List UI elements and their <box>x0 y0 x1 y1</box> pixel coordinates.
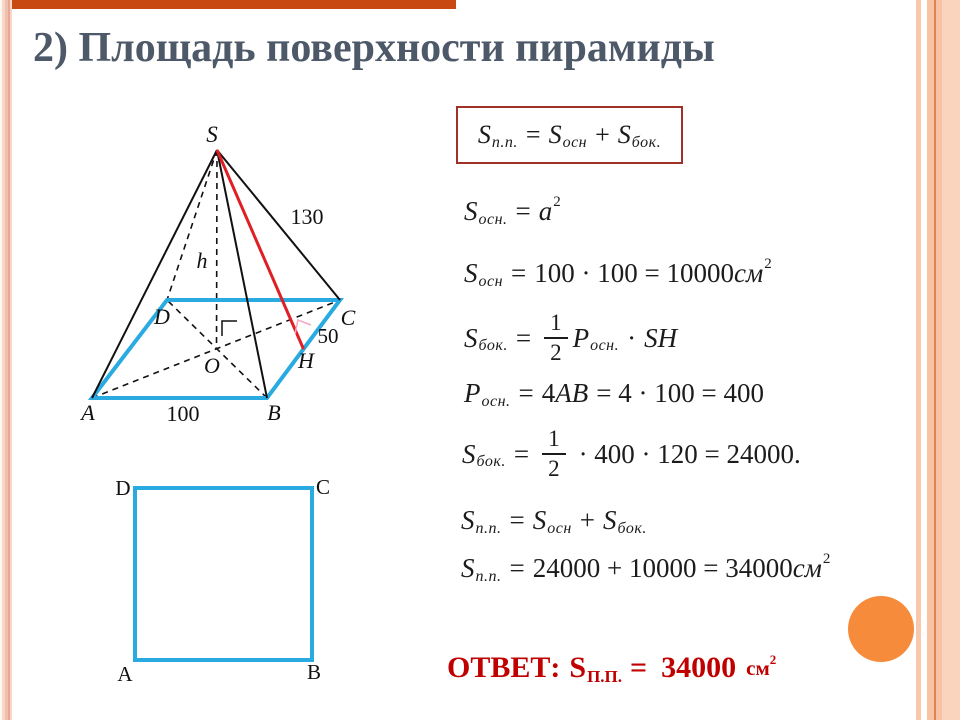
square-label-b: B <box>306 660 322 684</box>
diagonal-bd <box>167 300 267 398</box>
math-sub: осн. <box>478 210 508 228</box>
formula-total-surface-boxed <box>456 106 683 164</box>
formula-lateral-area-value <box>462 424 801 484</box>
length-label-half: 50 <box>317 324 339 348</box>
math-var: SH <box>644 322 678 353</box>
answer-symbol-sub: П.П. <box>587 667 623 686</box>
math-sup: 2 <box>822 551 831 567</box>
math-op: + <box>579 505 596 535</box>
math-op: = <box>509 553 525 583</box>
vertex-label-s: S <box>206 122 218 147</box>
math-var: S <box>464 258 478 288</box>
fraction-numerator: 1 <box>544 310 568 339</box>
formula-total-surface-value <box>461 553 830 584</box>
math-sub: осн. <box>590 337 620 354</box>
formula-base-area-value <box>464 258 772 289</box>
math-sub: осн <box>562 134 588 151</box>
answer-equals: = <box>630 651 648 684</box>
math-sub: осн. <box>481 392 511 410</box>
math-expr: 100 · 100 = 10000 <box>534 258 734 288</box>
decorative-circle <box>848 596 914 662</box>
formula-total-surface-repeat <box>461 505 647 536</box>
top-accent-bar <box>0 0 456 9</box>
height-label-h: h <box>196 248 208 273</box>
math-sub: бок. <box>476 453 506 470</box>
edge-sb <box>217 150 267 398</box>
math-sub: бок. <box>478 337 508 354</box>
math-var: S <box>617 120 631 149</box>
math-var: S <box>548 120 562 149</box>
square-label-c: C <box>315 475 331 499</box>
answer-value: 34000 <box>661 651 737 684</box>
vertex-label-b: B <box>267 400 281 425</box>
edge-sa <box>92 150 217 398</box>
math-unit: см <box>792 553 822 583</box>
math-fraction <box>544 310 568 367</box>
right-angle-mark-o <box>222 321 237 336</box>
math-var: S <box>462 438 476 469</box>
pyramid-figure <box>50 100 390 435</box>
math-expr: · 400 · 120 = 24000. <box>578 438 801 469</box>
answer-unit-sup: 2 <box>769 652 777 667</box>
vertex-label-a: A <box>81 400 95 425</box>
answer-prefix: ОТВЕТ: <box>447 651 561 684</box>
square-figure <box>100 465 340 695</box>
math-var: S <box>464 322 478 353</box>
right-stripe-border <box>915 0 960 720</box>
answer-symbol: S <box>569 651 587 684</box>
math-sub: п.п. <box>475 567 502 585</box>
vertex-label-d: D <box>154 304 170 329</box>
math-op: = <box>513 438 530 469</box>
math-sup: 2 <box>553 194 561 210</box>
math-sub: бок. <box>617 519 647 537</box>
math-sub: бок. <box>631 134 662 151</box>
math-sup: 2 <box>764 256 772 272</box>
math-var: S <box>603 505 617 535</box>
answer-unit: см <box>746 655 770 680</box>
edge-sd-dashed <box>167 150 217 300</box>
math-sub: п.п. <box>475 519 502 537</box>
math-op: = <box>515 322 532 353</box>
math-unit: см <box>734 258 764 288</box>
math-op: = <box>515 196 531 226</box>
fraction-denominator: 2 <box>550 340 562 365</box>
math-expr: 24000 + 10000 = 34000 <box>532 553 793 583</box>
math-num: 4 <box>541 378 556 408</box>
math-fraction <box>542 426 566 483</box>
fraction-denominator: 2 <box>548 456 560 481</box>
formula-perimeter <box>464 378 764 409</box>
math-expr: = 4 · 100 = 400 <box>596 378 764 408</box>
math-op: = <box>509 505 525 535</box>
formula-lateral-area-def <box>464 308 677 368</box>
math-op: + <box>595 120 610 149</box>
math-var: a <box>538 196 553 226</box>
square-outline <box>135 488 312 660</box>
math-sub: осн <box>478 272 504 290</box>
math-op: = <box>511 258 527 288</box>
math-var: P <box>572 322 590 353</box>
square-label-d: D <box>115 476 131 500</box>
height-line-so <box>217 150 218 349</box>
math-op: · <box>627 322 637 353</box>
math-sub: осн <box>547 519 572 537</box>
center-label-o: O <box>204 353 220 378</box>
math-var: S <box>461 505 475 535</box>
left-stripe-border <box>0 0 12 720</box>
page-title: 2) Площадь поверхности пирамиды <box>33 25 715 71</box>
math-var: S <box>464 196 478 226</box>
square-label-a: A <box>117 662 133 686</box>
fraction-numerator: 1 <box>542 426 566 455</box>
math-op: = <box>525 120 541 149</box>
math-op: = <box>518 378 534 408</box>
math-var: AB <box>555 378 589 408</box>
answer-line <box>447 651 776 685</box>
vertex-label-c: C <box>340 305 356 330</box>
math-var: S <box>461 553 475 583</box>
apothem-line-sh <box>217 150 304 349</box>
math-var: S <box>477 120 491 149</box>
length-label-side: 100 <box>166 401 200 426</box>
formula-base-area-def <box>464 196 561 227</box>
foot-label-h: H <box>298 348 314 373</box>
math-var: S <box>532 505 547 535</box>
length-label-slant: 130 <box>290 204 324 229</box>
math-var: P <box>464 378 481 408</box>
math-sub: п.п. <box>491 134 518 151</box>
